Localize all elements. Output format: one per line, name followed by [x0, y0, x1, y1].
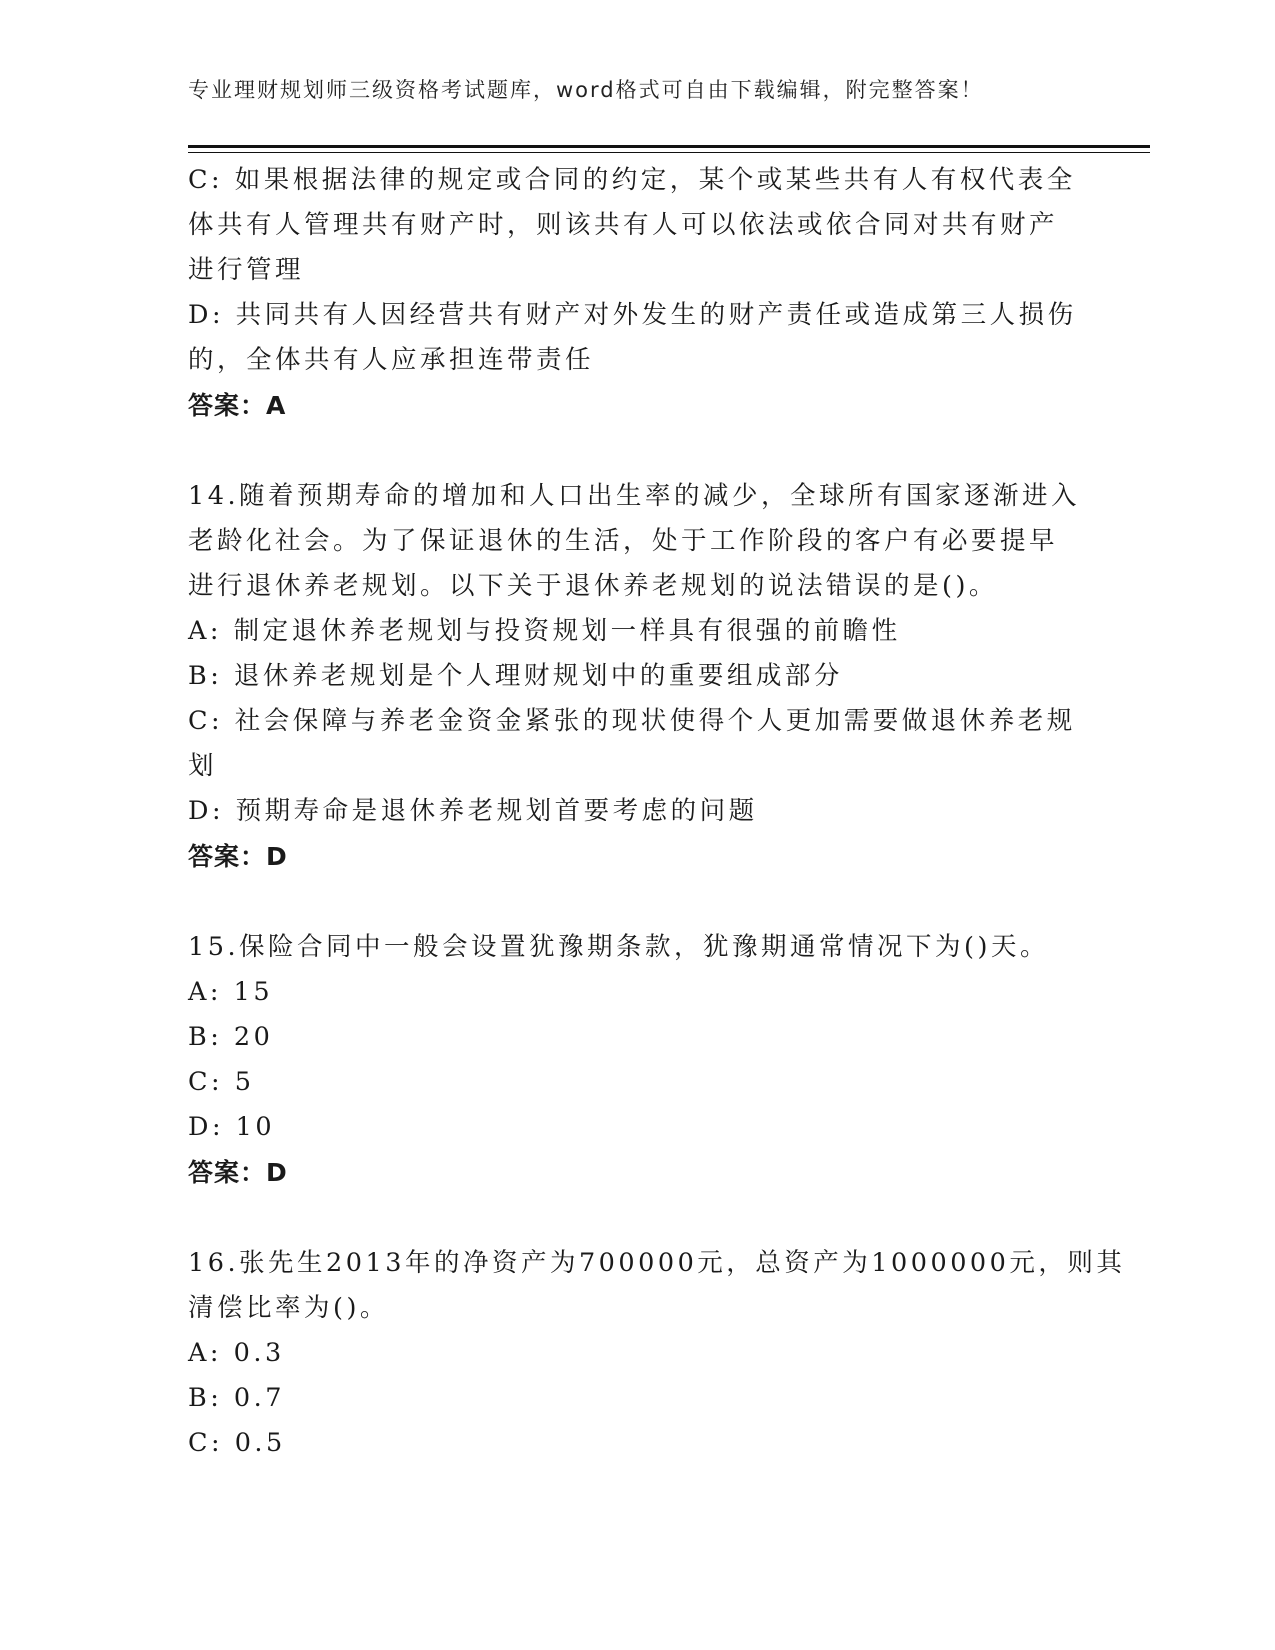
q13-option-c-line3: 进行管理 [188, 255, 305, 285]
q15-option-c: C: 5 [188, 1067, 255, 1097]
q14-option-a: A: 制定退休养老规划与投资规划一样具有很强的前瞻性 [188, 616, 901, 646]
q13-answer: 答案：A [188, 391, 287, 420]
q16-stem-line1: 16.张先生2013年的净资产为700000元，总资产为1000000元，则其 [188, 1248, 1126, 1278]
q13-option-d-line2: 的，全体共有人应承担连带责任 [188, 345, 595, 375]
header-rule-thick [188, 145, 1150, 148]
q15-option-b: B: 20 [188, 1022, 274, 1052]
q13-option-c-line1: C: 如果根据法律的规定或合同的约定，某个或某些共有人有权代表全 [188, 165, 1076, 195]
q15-option-a: A: 15 [188, 977, 274, 1007]
q14-stem-line2: 老龄化社会。为了保证退休的生活，处于工作阶段的客户有必要提早 [188, 526, 1059, 556]
q15-option-d: D: 10 [188, 1112, 276, 1142]
q16-option-c: C: 0.5 [188, 1428, 286, 1458]
q16-stem-line2: 清偿比率为()。 [188, 1293, 389, 1323]
q14-stem-line3: 进行退休养老规划。以下关于退休养老规划的说法错误的是()。 [188, 571, 998, 601]
q15-answer: 答案：D [188, 1158, 288, 1187]
q16-option-b: B: 0.7 [188, 1383, 285, 1413]
q13-option-c-line2: 体共有人管理共有财产时，则该共有人可以依法或依合同对共有财产 [188, 210, 1059, 240]
q15-stem: 15.保险合同中一般会设置犹豫期条款，犹豫期通常情况下为()天。 [188, 932, 1049, 962]
q14-option-c-line1: C: 社会保障与养老金资金紧张的现状使得个人更加需要做退休养老规 [188, 706, 1076, 736]
question-content [188, 158, 1126, 1466]
header-rule-thin [188, 152, 1150, 153]
page-header: 专业理财规划师三级资格考试题库，word格式可自由下载编辑，附完整答案！ [188, 78, 984, 102]
q14-option-d: D: 预期寿命是退休养老规划首要考虑的问题 [188, 796, 758, 826]
q14-option-c-line2: 划 [188, 751, 218, 781]
q13-option-d-line1: D: 共同共有人因经营共有财产对外发生的财产责任或造成第三人损伤 [188, 300, 1077, 330]
q14-option-b: B: 退休养老规划是个人理财规划中的重要组成部分 [188, 661, 843, 691]
q16-option-a: A: 0.3 [188, 1338, 285, 1368]
q14-answer: 答案：D [188, 842, 288, 871]
q14-stem-line1: 14.随着预期寿命的增加和人口出生率的减少，全球所有国家逐渐进入 [188, 481, 1081, 511]
